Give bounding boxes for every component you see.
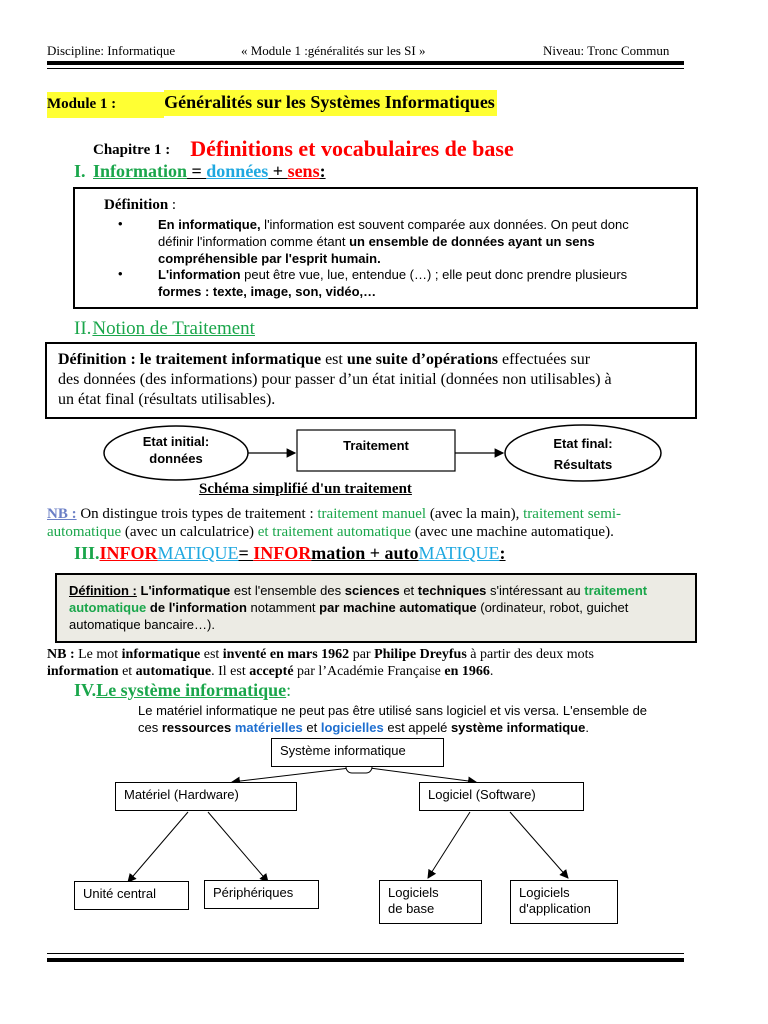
def3-t1: est l'ensemble des	[230, 583, 345, 598]
def2-t2: effectuées sur	[497, 351, 591, 368]
s1-donnees: données	[206, 161, 269, 181]
nb-traitement	[47, 505, 621, 541]
final-l2: Résultats	[553, 457, 613, 472]
nb3-t4: à partir des deux mots	[466, 647, 594, 662]
def3-b4: de l'information	[146, 600, 247, 615]
def3-label: Définition :	[69, 583, 137, 598]
s3-p4: INFOR	[253, 543, 312, 563]
arrow-root-to-software	[370, 768, 476, 782]
def1-bullet1	[158, 216, 629, 267]
diagram-caption: Schéma simplifié d'un traitement	[199, 481, 412, 497]
nb3-t7: par l’Académie Française	[293, 664, 445, 679]
def3-g1: traitement	[584, 583, 648, 598]
final-l1: Etat final:	[553, 436, 613, 451]
s4-blue2: logicielles	[320, 720, 384, 735]
s1-plus: +	[268, 161, 288, 181]
header-rule-thin	[47, 68, 684, 69]
def1-bullet2	[158, 266, 627, 300]
initial-l2: données	[149, 451, 203, 466]
def3-line3: automatique bancaire…).	[69, 617, 215, 632]
chapter-title	[93, 136, 514, 162]
module-title	[47, 90, 557, 116]
def2-line2: des données (des informations) pour passer d’un état initial (données non utilisables) à	[58, 371, 612, 388]
nb-t3: (avec un calculatrice)	[121, 524, 258, 540]
lb-l2: de base	[388, 901, 435, 916]
arrow-hw-to-periph	[208, 812, 268, 882]
s4-line1: Le matériel informatique ne peut pas être utilisé sans logiciel et vis versa. L'ensemble de	[138, 703, 648, 718]
def3-text	[69, 582, 647, 633]
arrow-root-to-hardware	[232, 768, 350, 782]
def3-b5: par machine automatique	[319, 600, 477, 615]
process-label: Traitement	[343, 438, 409, 453]
def2-line3: un état final (résultats utilisables).	[58, 391, 276, 408]
node-logiciel: Logiciel (Software)	[419, 782, 584, 811]
s4-b1: ressources	[161, 720, 235, 735]
b2-text1: peut être vue, lue, entendue (…) ; elle peut donc prendre plusieurs	[240, 267, 628, 282]
s1-information: Information	[93, 161, 188, 181]
node-unite-central: Unité central	[74, 881, 189, 910]
def3-g2: automatique	[69, 600, 147, 615]
initial-state-label	[104, 433, 248, 467]
chapter-label: Chapitre 1 :	[93, 142, 171, 158]
nb-informatique	[47, 646, 594, 680]
s1-colon: :	[319, 161, 326, 181]
s1-sens: sens	[287, 161, 320, 181]
def2-t1: est	[321, 351, 347, 368]
module-title-text: Généralités sur les Systèmes Informatiques	[164, 90, 497, 116]
node-systeme-informatique: Système informatique	[271, 738, 444, 767]
arrow-hw-to-uc	[128, 812, 188, 882]
header-module: « Module 1 :généralités sur les SI »	[241, 43, 426, 58]
s3-p3: =	[238, 543, 254, 563]
footer-rule-thick	[47, 958, 684, 962]
s3-p2: MATIQUE	[157, 543, 239, 563]
nb-g1: traitement manuel	[317, 506, 427, 522]
s2-num: II.	[74, 318, 92, 339]
def2-bold2: une suite d’opérations	[346, 351, 498, 368]
s1-num: I.	[74, 161, 86, 181]
def3-t3: s'intéressant au	[486, 583, 585, 598]
s4-title: Le système informatique	[96, 680, 287, 700]
nb3-b6: automatique	[135, 664, 212, 679]
nb3-b8: en 1966	[444, 664, 490, 679]
s3-p1: INFOR	[99, 543, 158, 563]
footer-rule-thin	[47, 953, 684, 954]
nb-g2b: automatique	[47, 524, 122, 540]
nb-g3: et traitement automatique	[257, 524, 412, 540]
la-l1: Logiciels	[519, 885, 570, 900]
node-peripheriques: Périphériques	[204, 880, 319, 909]
node-materiel: Matériel (Hardware)	[115, 782, 297, 811]
module-label: Module 1 :	[47, 92, 164, 118]
s4-num: IV.	[74, 680, 97, 700]
b1-text2: définir l'information comme étant	[158, 234, 350, 249]
bullet-2: •	[118, 266, 123, 281]
def2-text	[58, 350, 612, 410]
header-rule-thick	[47, 61, 684, 65]
header-discipline: Discipline: Informatique	[47, 43, 176, 58]
s4-t4: est appelé	[383, 720, 451, 735]
nb3-b7: accepté	[249, 664, 294, 679]
node-logiciels-application	[510, 880, 618, 924]
la-l2: d'application	[519, 901, 591, 916]
def3-t2: et	[399, 583, 418, 598]
nb-t4: (avec une machine automatique).	[411, 524, 614, 540]
s3-p5: mation + auto	[311, 543, 419, 563]
section1-heading	[74, 161, 326, 182]
b1-bold1: En informatique,	[158, 217, 261, 232]
nb3-t6: . Il est	[211, 664, 250, 679]
def1-title-text: Définition	[104, 197, 169, 213]
initial-l1: Etat initial:	[142, 434, 210, 449]
arrow-sw-to-base	[428, 812, 470, 878]
s4-t5: .	[585, 720, 589, 735]
b2-bold1: L'information	[158, 267, 241, 282]
def3-b2: sciences	[344, 583, 400, 598]
s4-t2: ces	[138, 720, 162, 735]
def1-colon: :	[168, 197, 177, 213]
arrow-sw-to-app	[510, 812, 568, 878]
nb-t1: On distingue trois types de traitement :	[76, 506, 318, 522]
lb-l1: Logiciels	[388, 885, 439, 900]
def3-b1: L'informatique	[136, 583, 231, 598]
b1-bold2: un ensemble de données ayant un sens	[349, 234, 595, 249]
s4-t3: et	[302, 720, 321, 735]
b2-bold2: formes : texte, image, son, vidéo,…	[158, 284, 377, 299]
nb3-t3: par	[349, 647, 375, 662]
final-state-label	[505, 433, 661, 475]
s4-colon: :	[286, 680, 292, 700]
s3-p7: :	[499, 543, 506, 563]
def3-t5: (ordinateur, robot, guichet	[476, 600, 629, 615]
nb3-t2: est	[200, 647, 223, 662]
nb3-t5: et	[118, 664, 136, 679]
s4-b2: système informatique	[450, 720, 586, 735]
nb-label: NB :	[47, 506, 77, 522]
nb3-t1: Le mot	[74, 647, 122, 662]
nb-t2: (avec la main),	[426, 506, 524, 522]
s1-eq: =	[187, 161, 207, 181]
section3-heading	[74, 543, 506, 564]
s3-num: III.	[74, 543, 100, 563]
b1-text1: l'information est souvent comparée aux données. On peut donc	[260, 217, 629, 232]
section2-heading	[74, 318, 255, 340]
header-niveau: Niveau: Tronc Commun	[543, 43, 670, 58]
def2-bold1: Définition : le traitement informatique	[58, 351, 322, 368]
nb3-b5: information	[47, 664, 119, 679]
nb3-t8: .	[489, 664, 494, 679]
nb3-b1: NB :	[47, 647, 75, 662]
nb-g2a: traitement semi-	[523, 506, 622, 522]
section4-heading	[74, 680, 291, 701]
bullet-1: •	[118, 216, 123, 231]
node-logiciels-base	[379, 880, 482, 924]
nb3-b4: Philipe Dreyfus	[374, 647, 467, 662]
s2-title: Notion de Traitement	[92, 318, 255, 339]
def3-t4: notamment	[246, 600, 320, 615]
def3-b3: techniques	[417, 583, 487, 598]
def1-title	[104, 197, 176, 214]
s3-p6: MATIQUE	[418, 543, 500, 563]
nb3-b3: inventé en mars 1962	[222, 647, 350, 662]
nb3-b2: informatique	[121, 647, 201, 662]
b1-bold3: compréhensible par l'esprit humain.	[158, 251, 381, 266]
chapter-heading: Définitions et vocabulaires de base	[190, 136, 514, 161]
s4-blue1: matérielles	[234, 720, 303, 735]
